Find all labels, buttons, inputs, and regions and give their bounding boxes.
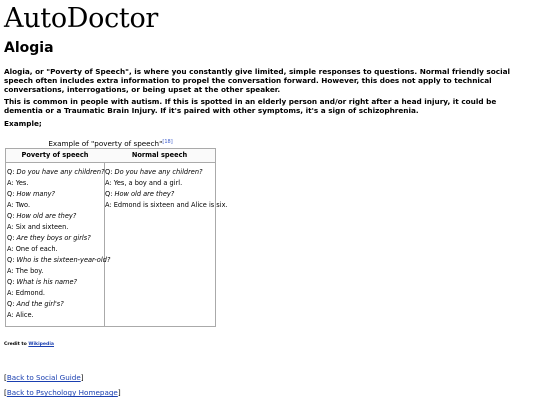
speaker-prefix: A: <box>7 267 16 275</box>
table-caption <box>4 138 217 148</box>
question-text: How old are they? <box>114 190 175 198</box>
poverty-dialogue-line <box>7 167 104 178</box>
poverty-dialogue-line <box>7 200 104 211</box>
speaker-prefix: Q: <box>7 234 17 242</box>
poverty-dialogue-line <box>7 211 104 222</box>
answer-text: One of each. <box>15 245 58 253</box>
autism-paragraph: This is common in people with autism. If this is spotted in an elderly person and/or right after a head injury, it could be dementia or a Traumatic Brain Injury. If it's paired with other symptoms, it's a sign of schizophrenia. <box>4 97 497 115</box>
column-header-normal: Normal speech <box>104 149 215 163</box>
speaker-prefix: A: <box>105 179 114 187</box>
poverty-dialogue-line <box>7 222 104 233</box>
credit-prefix: Credit to <box>4 342 29 347</box>
normal-column <box>104 149 228 326</box>
normal-dialogue-line <box>105 200 228 211</box>
answer-text: Alice. <box>15 311 34 319</box>
normal-dialogue-line <box>105 189 215 200</box>
example-label: Example; <box>4 119 42 128</box>
speaker-prefix: Q: <box>105 190 115 198</box>
speaker-prefix: A: <box>7 245 16 253</box>
credit-line <box>4 342 54 348</box>
wikipedia-link[interactable]: Wikipedia <box>28 342 55 347</box>
normal-dialogue-line <box>105 167 215 178</box>
question-text: Who is the sixteen-year-old? <box>16 256 111 264</box>
speaker-prefix: Q: <box>7 278 17 286</box>
speaker-prefix: Q: <box>7 190 17 198</box>
poverty-dialogue-line <box>7 233 104 244</box>
intro-paragraph: Alogia, or "Poverty of Speech", is where you constantly give limited, simple responses to questions. Normal friendly social speech often includes extra information to propel the conversation forward. However, this does not apply to technical conversations, interrogations, or being upset at the other speaker. <box>4 67 511 94</box>
back-to-social-guide-link[interactable]: Back to Social Guide <box>6 373 81 382</box>
speaker-prefix: A: <box>7 223 16 231</box>
speaker-prefix: Q: <box>7 256 17 264</box>
poverty-dialogue-line <box>7 299 104 310</box>
question-text: Do you have any children? <box>16 168 105 176</box>
poverty-dialogue-line <box>7 277 104 288</box>
back-to-social-guide: [Back to Social Guide] <box>4 373 84 382</box>
poverty-dialogue-line <box>7 288 104 299</box>
speaker-prefix: A: <box>7 201 16 209</box>
site-logo: AutoDoctor <box>4 3 159 34</box>
page-title: Alogia <box>4 40 54 56</box>
answer-text: Yes. <box>15 179 29 187</box>
question-text: Do you have any children? <box>114 168 203 176</box>
speaker-prefix: Q: <box>105 168 115 176</box>
answer-text: Six and sixteen. <box>15 223 69 231</box>
poverty-dialogue-line <box>7 266 104 277</box>
back-to-psychology-home: [Back to Psychology Homepage] <box>4 388 121 397</box>
table-caption-text: Example of "poverty of speech" <box>48 139 163 148</box>
normal-dialogue <box>104 163 228 211</box>
question-text: Are they boys or girls? <box>16 234 91 242</box>
speaker-prefix: Q: <box>7 168 17 176</box>
speaker-prefix: A: <box>7 179 16 187</box>
speaker-prefix: Q: <box>7 300 17 308</box>
question-text: What is his name? <box>16 278 78 286</box>
poverty-dialogue-line <box>7 255 111 266</box>
answer-text: Yes, a boy and a girl. <box>113 179 183 187</box>
citation-link[interactable]: [18] <box>162 139 173 145</box>
back-to-psychology-homepage-link[interactable]: Back to Psychology Homepage <box>6 388 118 397</box>
speaker-prefix: A: <box>7 311 16 319</box>
poverty-dialogue-line <box>7 244 104 255</box>
answer-text: Edmond. <box>15 289 45 297</box>
speaker-prefix: Q: <box>7 212 17 220</box>
speech-comparison-table <box>5 148 228 327</box>
answer-text: Two. <box>15 201 31 209</box>
answer-text: The boy. <box>15 267 44 275</box>
question-text: How old are they? <box>16 212 77 220</box>
speaker-prefix: A: <box>105 201 114 209</box>
poverty-dialogue-line <box>7 178 104 189</box>
poverty-column <box>6 149 111 326</box>
poverty-dialogue-line <box>7 189 104 200</box>
normal-dialogue-line <box>105 178 215 189</box>
question-text: How many? <box>16 190 56 198</box>
answer-text: Edmond is sixteen and Alice is six. <box>113 201 228 209</box>
column-header-poverty: Poverty of speech <box>6 149 104 163</box>
poverty-dialogue-line <box>7 310 104 321</box>
poverty-dialogue <box>6 163 111 321</box>
question-text: And the girl's? <box>16 300 64 308</box>
speaker-prefix: A: <box>7 289 16 297</box>
